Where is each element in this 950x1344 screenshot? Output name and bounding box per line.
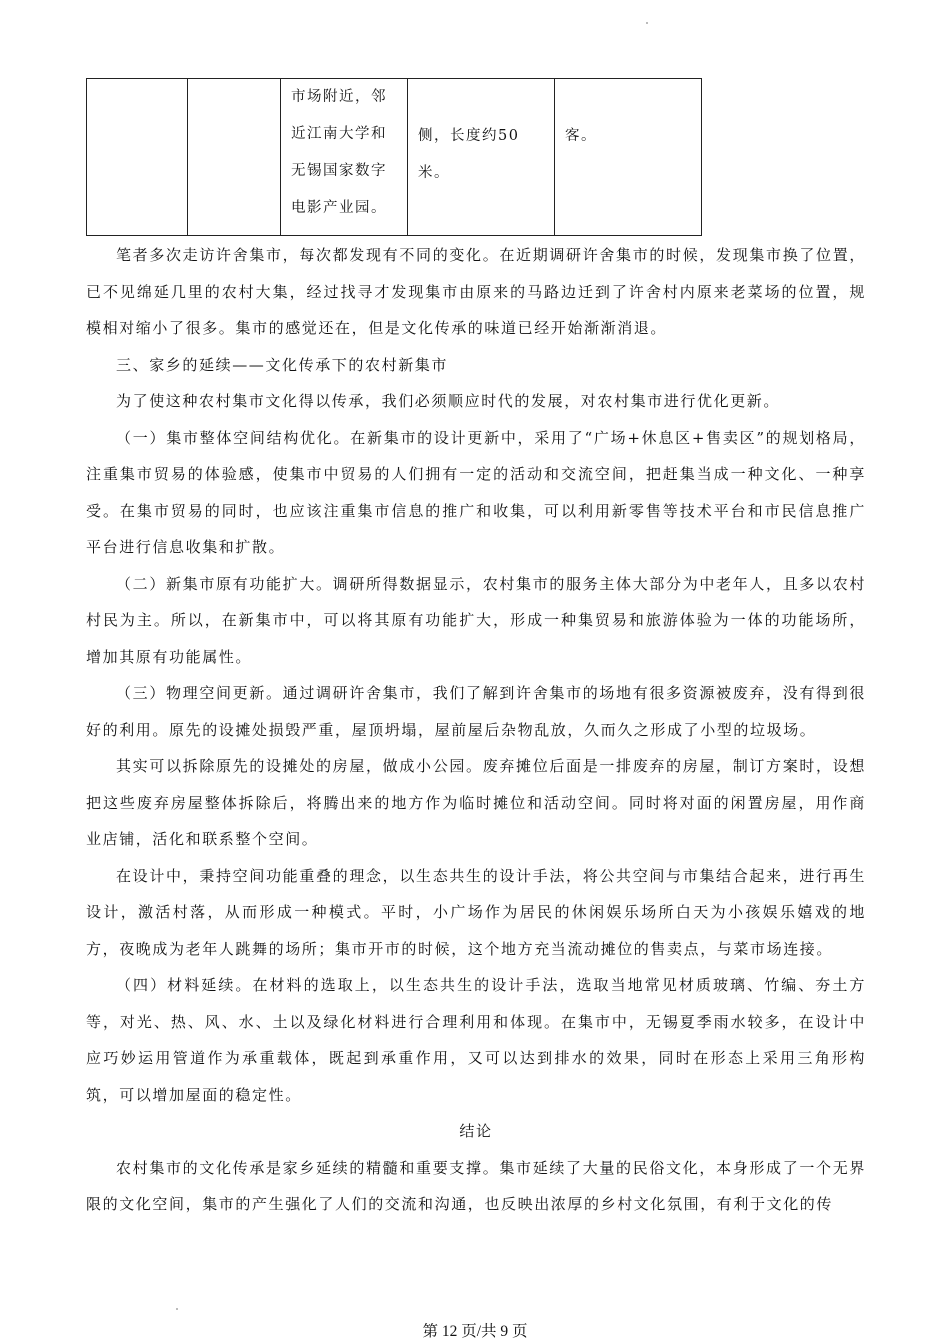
cell-text-line: 米。 (418, 165, 450, 181)
cell-text-line: 客。 (565, 128, 597, 144)
table-cell-visitors (555, 79, 702, 236)
paragraph-intro: 为了使这种农村集市文化得以传承，我们必须顺应时代的发展，对农村集市进行优化更新。 (116, 392, 781, 410)
paragraph-point-1: （一）集市整体空间结构优化。在新集市的设计更新中，采用了“广场+休息区+售卖区”的规划格局，注重集市贸易的体验感，使集市中贸易的人们拥有一定的活动和交流空间，把赶集当成一种文化、一种享受。在集市贸易的同时，也应该注重集市信息的推广和收集，可以利用新零售等技术平台和市民信息推广平台进行信息收集和扩散。 (86, 428, 866, 556)
cell-text-line: 电影产业园。 (291, 200, 387, 216)
paragraph-point-2: （二）新集市原有功能扩大。调研所得数据显示，农村集市的服务主体大部分为中老年人，且多以农村村民为主。所以，在新集市中，可以将其原有功能扩大，形成一种集贸易和旅游体验为一体的功能场所，增加其原有功能属性。 (86, 574, 866, 666)
paragraph-point-4: （四）材料延续。在材料的选取上，以生态共生的设计手法，选取当地常见材质玻璃、竹编、夯土方等，对光、热、风、水、土以及绿化材料进行合理利用和体现。在集市中，无锡夏季雨水较多，在设计中应巧妙运用管道作为承重载体，既起到承重作用，又可以达到排水的效果，同时在形态上采用三角形构筑，可以增加屋面的稳定性。 (86, 976, 866, 1104)
table-cell-empty-1 (87, 79, 188, 236)
table-cell-length (408, 79, 555, 236)
scan-mark (646, 22, 648, 24)
cell-text-block (565, 118, 691, 155)
scan-mark (176, 1308, 178, 1310)
table-cell-empty-2 (188, 79, 281, 236)
page-footer: 第 12 页/共 9 页 (422, 1323, 528, 1340)
cell-text-block (418, 118, 544, 192)
conclusion-heading: 结论 (459, 1122, 493, 1140)
cell-text-line: 无锡国家数字 (291, 163, 387, 179)
paragraph-design: 在设计中，秉持空间功能重叠的理念，以生态共生的设计手法，将公共空间与市集结合起来，进行再生设计，激活村落，从而形成一种模式。平时，小广场作为居民的休闲娱乐场所白天为小孩娱乐嬉戏的地方，夜晚成为老年人跳舞的场所；集市开市的时候，这个地方充当流动摊位的售卖点，与菜市场连接。 (86, 866, 866, 958)
table-row (87, 79, 702, 236)
paragraph-demolish: 其实可以拆除原先的设摊处的房屋，做成小公园。废弃摊位后面是一排废弃的房屋，制订方案时，设想把这些废弃房屋整体拆除后，将腾出来的地方作为临时摊位和活动空间。同时将对面的闲置房屋，用作商业店铺，活化和联系整个空间。 (86, 757, 866, 848)
paragraph-visits: 笔者多次走访许舍集市，每次都发现有不同的变化。在近期调研许舍集市的时候，发现集市换了位置，已不见绵延几里的农村大集，经过找寻才发现集市由原来的马路边迁到了许舍村内原来老菜场的位置，规模相对缩小了很多。集市的感觉还在，但是文化传承的味道已经开始渐渐消退。 (86, 246, 866, 337)
paragraph-point-3: （三）物理空间更新。通过调研许舍集市，我们了解到许舍集市的场地有很多资源被废弃，没有得到很好的利用。原先的设摊处损毁严重，屋顶坍塌，屋前屋后杂物乱放，久而久之形成了小型的垃圾场。 (86, 684, 866, 739)
table-cell-location (281, 79, 408, 236)
table-fragment (86, 78, 702, 236)
cell-text-line: 侧，长度约50 (418, 128, 520, 144)
cell-text-line: 近江南大学和 (291, 126, 387, 142)
paragraph-conclusion: 农村集市的文化传承是家乡延续的精髓和重要支撑。集市延续了大量的民俗文化，本身形成了一个无界限的文化空间，集市的产生强化了人们的交流和沟通，也反映出浓厚的乡村文化氛围，有利于文化的传 (86, 1158, 866, 1213)
section-heading-3: 三、家乡的延续——文化传承下的农村新集市 (116, 355, 449, 374)
cell-text-line: 市场附近，邻 (291, 89, 387, 105)
article-body (86, 237, 866, 1223)
